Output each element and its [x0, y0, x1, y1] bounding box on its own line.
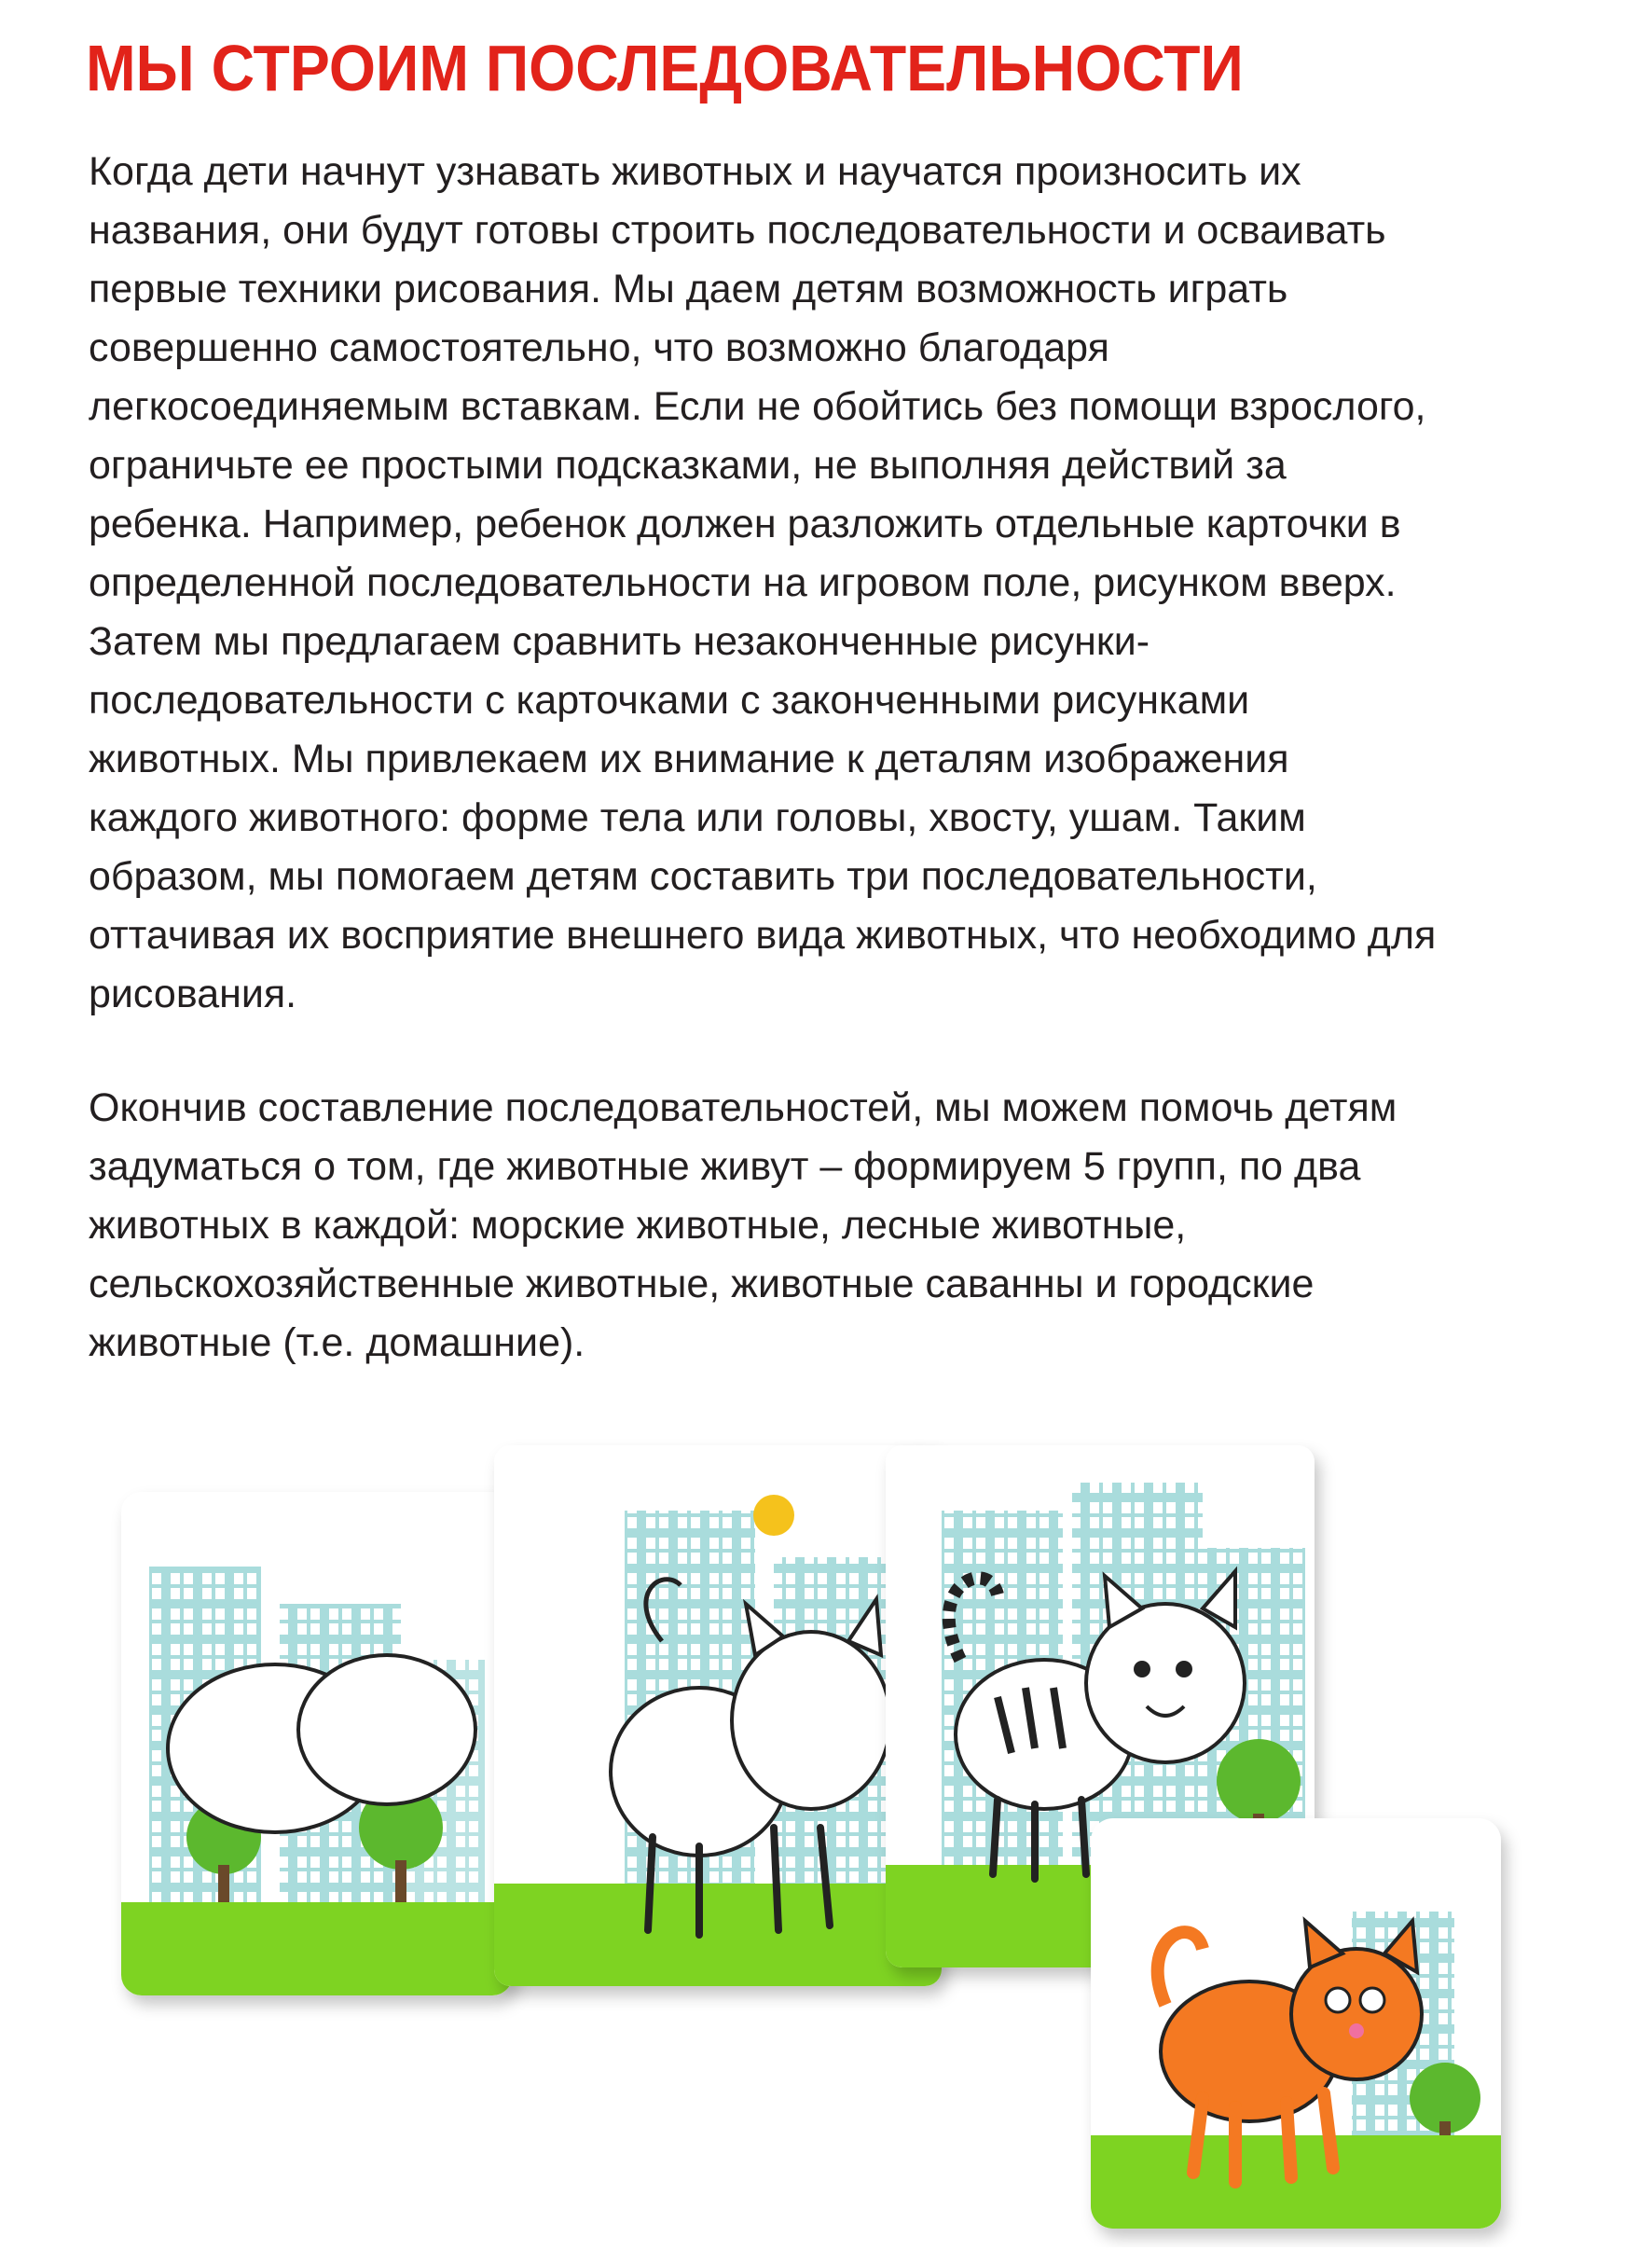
text-line: Окончив составление последовательностей, мы можем помочь детям: [89, 1085, 1397, 1130]
text-line: оттачивая их восприятие внешнего вида животных, что необходимо для: [89, 913, 1437, 958]
text-line: Затем мы предлагаем сравнить незаконченные рисунки-: [89, 619, 1150, 664]
page-title: МЫ СТРОИМ ПОСЛЕДОВАТЕЛЬНОСТИ: [86, 32, 1244, 104]
text-line: животных. Мы привлекаем их внимание к деталям изображения: [89, 737, 1289, 781]
text-line: животные (т.е. домашние).: [89, 1320, 585, 1365]
text-line: Когда дети начнут узнавать животных и научатся произносить их: [89, 149, 1301, 194]
text-line: определенной последовательности на игровом поле, рисунком вверх.: [89, 560, 1397, 605]
text-line: каждого животного: форме тела или головы, хвосту, ушам. Таким: [89, 795, 1306, 840]
text-line: образом, мы помогаем детям составить три последовательности,: [89, 854, 1317, 899]
paragraph-1: [89, 143, 1599, 1024]
text-line: легкосоединяемым вставкам. Если не обойтись без помощи взрослого,: [89, 384, 1426, 429]
text-line: задуматься о том, где животные живут – формируем 5 групп, по два: [89, 1144, 1361, 1189]
text-line: совершенно самостоятельно, что возможно благодаря: [89, 325, 1109, 370]
text-line: первые техники рисования. Мы даем детям возможность играть: [89, 267, 1288, 311]
paragraph-2: [89, 1079, 1599, 1373]
text-line: ребенка. Например, ребенок должен разложить отдельные карточки в: [89, 502, 1401, 546]
text-line: животных в каждой: морские животные, лесные животные,: [89, 1203, 1187, 1248]
puzzle-piece-ovals: [121, 1492, 531, 2005]
text-line: названия, они будут готовы строить последовательности и осваивать: [89, 208, 1386, 253]
text-line: сельскохозяйственные животные, животные саванны и городские: [89, 1262, 1315, 1306]
text-line: последовательности с карточками с законченными рисунками: [89, 678, 1250, 723]
text-line: ограничьте ее простыми подсказками, не выполняя действий за: [89, 443, 1287, 488]
puzzle-piece-orange-cat: [1091, 1818, 1510, 2238]
puzzle-illustration: [103, 1427, 1557, 2247]
text-line: рисования.: [89, 972, 297, 1016]
